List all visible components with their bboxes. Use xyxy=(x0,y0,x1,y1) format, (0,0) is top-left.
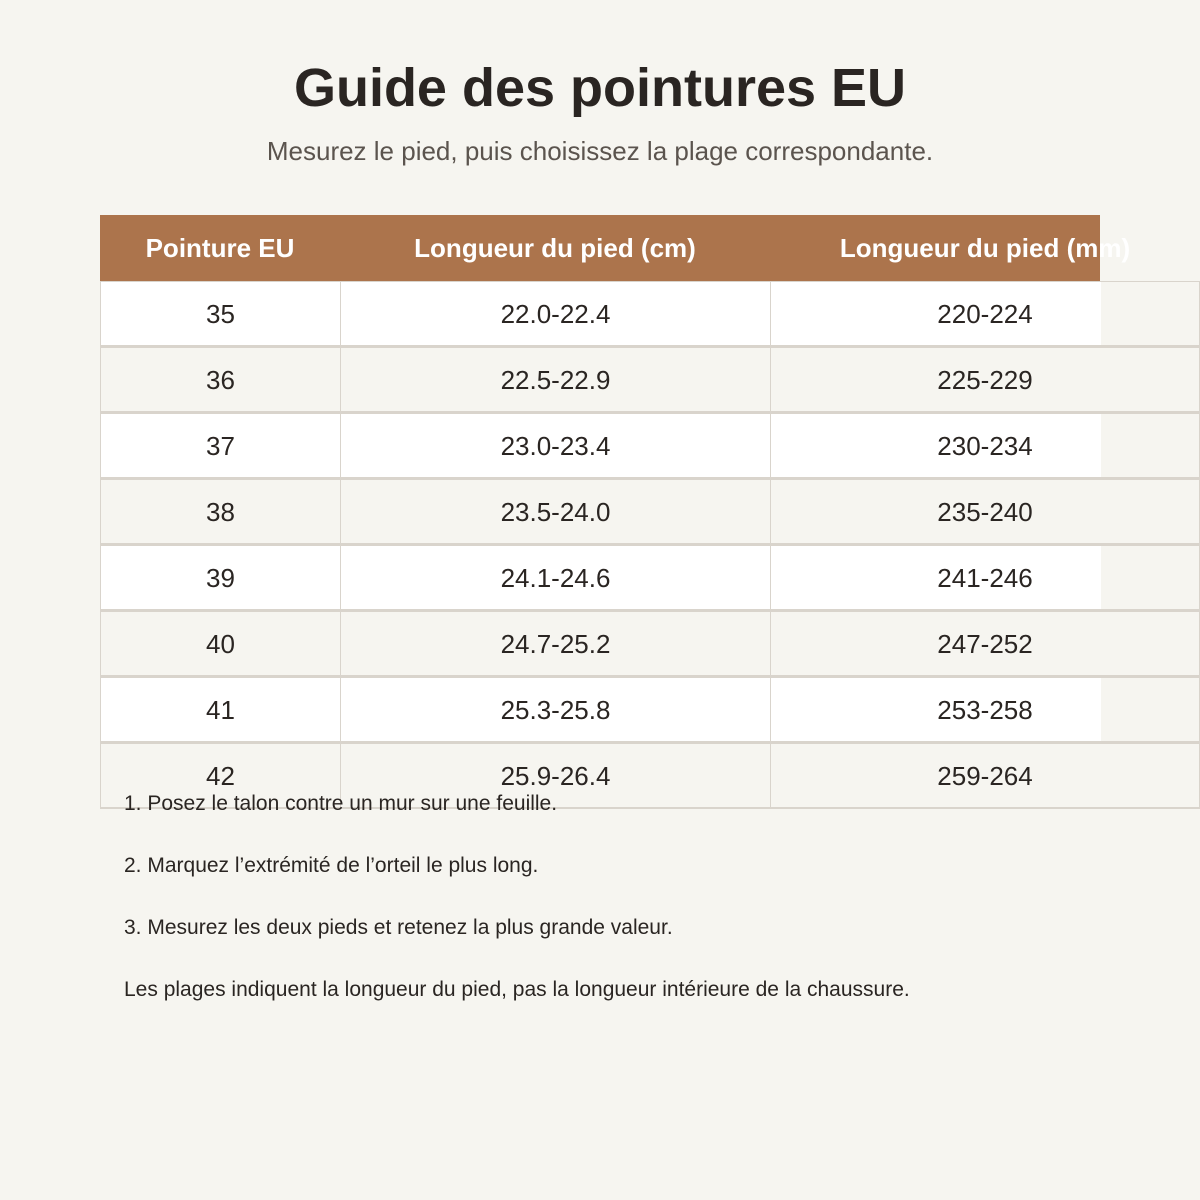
cell-length-mm: 247-252 xyxy=(770,611,1200,677)
table-row xyxy=(100,479,1200,545)
cell-length-cm: 22.5-22.9 xyxy=(340,347,771,413)
instruction-step: 2. Marquez l’extrémité de l’orteil le plus long. xyxy=(124,854,539,877)
cell-length-cm: 24.1-24.6 xyxy=(340,545,771,611)
cell-length-cm: 23.0-23.4 xyxy=(340,413,771,479)
table-row xyxy=(100,347,1200,413)
cell-size: 35 xyxy=(100,281,341,347)
column-header-size: Pointure EU xyxy=(145,233,295,263)
cell-length-cm: 24.7-25.2 xyxy=(340,611,771,677)
table-row xyxy=(100,413,1200,479)
cell-size: 41 xyxy=(100,677,341,743)
table-row xyxy=(100,611,1200,677)
cell-length-mm: 230-234 xyxy=(770,413,1200,479)
table-row xyxy=(100,281,1200,347)
instruction-step: 1. Posez le talon contre un mur sur une feuille. xyxy=(124,792,558,815)
cell-length-mm: 253-258 xyxy=(770,677,1200,743)
cell-length-mm: 235-240 xyxy=(770,479,1200,545)
cell-size: 42 xyxy=(100,743,341,809)
table-row xyxy=(100,677,1200,743)
instruction-step: 3. Mesurez les deux pieds et retenez la plus grande valeur. xyxy=(124,916,673,939)
cell-length-cm: 22.0-22.4 xyxy=(340,281,771,347)
size-table-body xyxy=(100,281,1200,809)
page-subtitle: Mesurez le pied, puis choisissez la plage correspondante. xyxy=(266,136,934,166)
cell-size: 38 xyxy=(100,479,341,545)
cell-length-cm: 23.5-24.0 xyxy=(340,479,771,545)
cell-length-mm: 259-264 xyxy=(770,743,1200,809)
footnote: Les plages indiquent la longueur du pied, pas la longueur intérieure de la chaussure. xyxy=(124,978,910,1001)
column-header-length-mm: Longueur du pied (mm) xyxy=(839,233,1131,263)
cell-length-cm: 25.3-25.8 xyxy=(340,677,771,743)
cell-length-mm: 220-224 xyxy=(770,281,1200,347)
cell-size: 40 xyxy=(100,611,341,677)
cell-length-mm: 241-246 xyxy=(770,545,1200,611)
table-row xyxy=(100,545,1200,611)
cell-length-cm: 25.9-26.4 xyxy=(340,743,771,809)
cell-size: 36 xyxy=(100,347,341,413)
cell-length-mm: 225-229 xyxy=(770,347,1200,413)
cell-size: 39 xyxy=(100,545,341,611)
column-header-length-cm: Longueur du pied (cm) xyxy=(414,233,696,263)
cell-size: 37 xyxy=(100,413,341,479)
page-title: Guide des pointures EU xyxy=(293,58,907,118)
